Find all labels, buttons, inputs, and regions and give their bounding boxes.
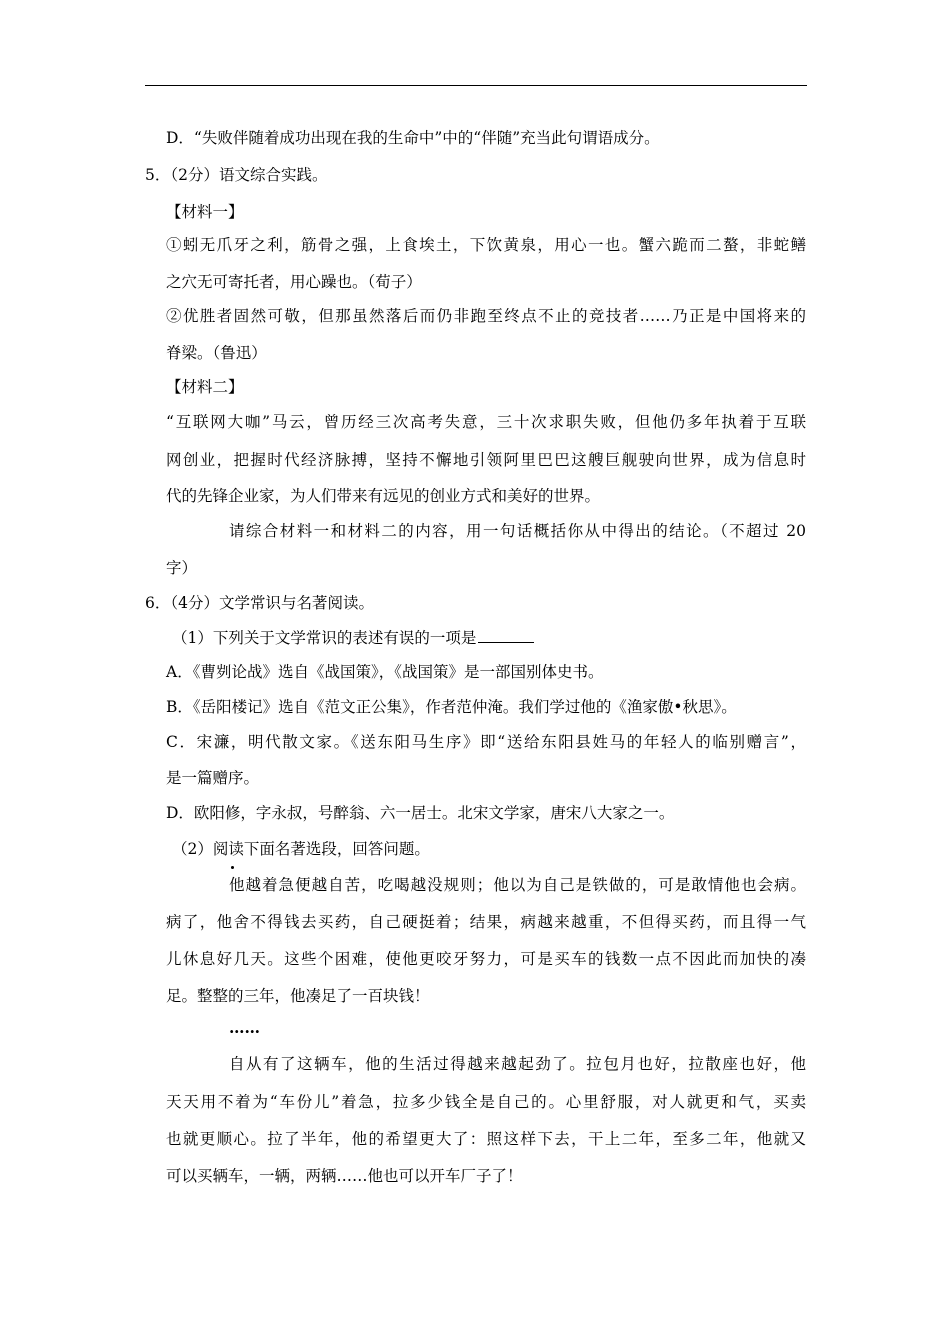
q6-sub1-text: （1）下列关于文学常识的表述有误的一项是 <box>172 629 477 647</box>
emphasis-dot <box>231 866 234 869</box>
excerpt-line: 足。整整的三年，他凑足了一百块钱！ <box>166 987 430 1005</box>
excerpt-line: 他越着急便越自苦，吃喝越没规则；他以为自己是铁做的，可是敢情他也会病。 <box>229 876 806 894</box>
q6-option-a: A．《曹刿论战》选自《战国策》，《战国策》是一部国别体史书。 <box>166 663 604 681</box>
q4-option-d: D．“失败伴随着成功出现在我的生命中”中的“伴随”充当此句谓语成分。 <box>166 129 660 147</box>
q6-option-c: 是一篇赠序。 <box>166 769 260 787</box>
excerpt-line: 可以买辆车，一辆，两辆……他也可以开车厂子了！ <box>166 1167 523 1185</box>
material1-line: 脊梁。（鲁迅） <box>166 344 267 362</box>
material1-line: ①蚓无爪牙之利，筋骨之强，上食埃土，下饮黄泉，用心一也。蟹六跪而二螯，非蛇鳝 <box>166 236 806 254</box>
q5-header: 5．（2分）语文综合实践。 <box>145 166 328 184</box>
q6-option-c: C．宋濂，明代散文家。《送东阳马生序》即“送给东阳县姓马的年轻人的临别赠言”， <box>166 733 806 751</box>
q6-header: 6．（4分）文学常识与名著阅读。 <box>145 594 374 612</box>
excerpt-ellipsis: …… <box>229 1018 260 1037</box>
material2-line: “互联网大咖”马云，曾历经三次高考失意，三十次求职失败，但他仍多年执着于互联 <box>166 413 806 431</box>
q6-option-b: B．《岳阳楼记》选自《范文正公集》，作者范仲淹。我们学过他的《渔家傲•秋思》。 <box>166 698 737 716</box>
excerpt-line: 也就更顺心。拉了半年，他的希望更大了：照这样下去，干上二年，至多二年，他就又 <box>166 1130 806 1148</box>
q6-sub2: （2）阅读下面名著选段，回答问题。 <box>172 840 430 858</box>
excerpt-line: 自从有了这辆车，他的生活过得越来越起劲了。拉包月也好，拉散座也好，他 <box>229 1055 806 1073</box>
material2-line: 代的先锋企业家，为人们带来有远见的创业方式和美好的世界。 <box>166 487 601 505</box>
material2-line: 网创业，把握时代经济脉搏，坚持不懈地引领阿里巴巴这艘巨舰驶向世界，成为信息时 <box>166 451 806 469</box>
material1-title: 【材料一】 <box>166 203 244 221</box>
q6-sub1 <box>172 628 534 648</box>
q5-task: 请综合材料一和材料二的内容，用一句话概括你从中得出的结论。（不超过 20 <box>229 522 806 540</box>
header-rule <box>145 85 807 86</box>
material1-line: ②优胜者固然可敬，但那虽然落后而仍非跑至终点不止的竞技者……乃正是中国将来的 <box>166 307 806 325</box>
excerpt-line: 天天用不着为“车份儿”着急，拉多少钱全是自己的。心里舒服，对人就更和气，买卖 <box>166 1093 806 1111</box>
answer-blank <box>478 628 534 643</box>
q6-option-d: D．欧阳修，字永叔，号醉翁、六一居士。北宋文学家，唐宋八大家之一。 <box>166 804 675 822</box>
material2-title: 【材料二】 <box>166 378 244 396</box>
excerpt-line: 儿休息好几天。这些个困难，使他更咬牙努力，可是买车的钱数一点不因此而加快的凑 <box>166 950 806 968</box>
q5-task: 字） <box>166 559 198 577</box>
excerpt-line: 病了，他舍不得钱去买药，自己硬挺着；结果，病越来越重，不但得买药，而且得一气 <box>166 913 806 931</box>
material1-line: 之穴无可寄托者，用心躁也。（荀子） <box>166 273 422 291</box>
